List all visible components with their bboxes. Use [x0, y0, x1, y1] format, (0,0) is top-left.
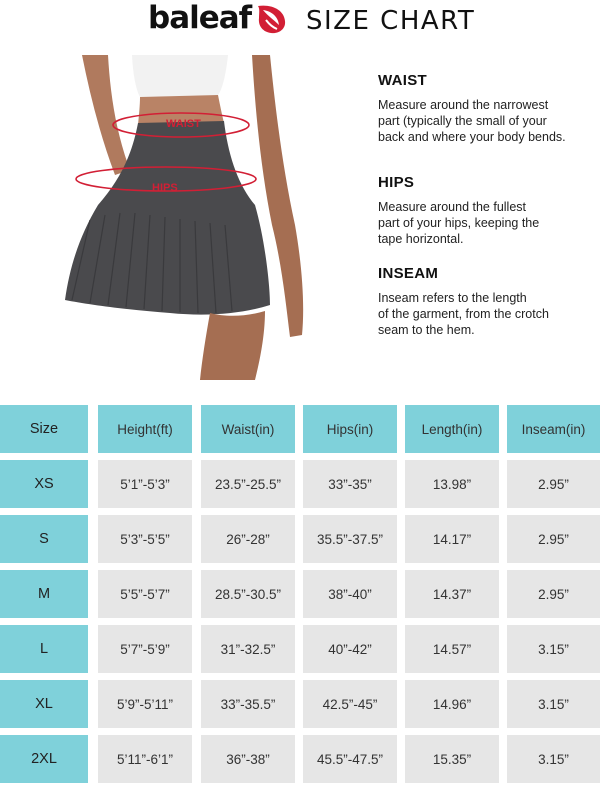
page-title: SIZE CHART — [306, 6, 476, 36]
table-cell-length: 15.35” — [405, 735, 499, 783]
table-cell-inseam: 3.15” — [507, 680, 600, 728]
leaf-logo-icon — [254, 2, 288, 36]
table-cell-waist: 36”-38” — [201, 735, 295, 783]
table-cell-waist: 26”-28” — [201, 515, 295, 563]
table-cell-inseam: 2.95” — [507, 570, 600, 618]
table-cell-length: 13.98” — [405, 460, 499, 508]
hips-photo-label: HIPS — [152, 182, 178, 194]
header-cell-inseam: Inseam(in) — [507, 405, 600, 453]
hips-heading: HIPS — [378, 174, 415, 191]
table-cell-waist: 33”-35.5” — [201, 680, 295, 728]
table-cell-height: 5’1”-5’3” — [98, 460, 192, 508]
inseam-text: Inseam refers to the length of the garment, from the crotch seam to the hem. — [378, 291, 549, 337]
table-cell-inseam: 3.15” — [507, 735, 600, 783]
table-cell-waist: 23.5”-25.5” — [201, 460, 295, 508]
header-cell-waist: Waist(in) — [201, 405, 295, 453]
header-cell-size: Size — [0, 405, 88, 453]
hips-text: Measure around the fullest part of your hips, keeping the tape horizontal. — [378, 200, 540, 246]
header — [0, 0, 600, 44]
table-cell-length: 14.96” — [405, 680, 499, 728]
table-cell-length: 14.57” — [405, 625, 499, 673]
table-cell-hips: 35.5”-37.5” — [303, 515, 397, 563]
waist-description — [378, 72, 593, 145]
table-cell-hips: 38”-40” — [303, 570, 397, 618]
table-cell-height: 5’3”-5’5” — [98, 515, 192, 563]
waist-text: Measure around the narrowest part (typically the small of your back and where your body bends. — [378, 98, 566, 144]
header-cell-length: Length(in) — [405, 405, 499, 453]
table-cell-length: 14.37” — [405, 570, 499, 618]
table-cell-inseam: 2.95” — [507, 515, 600, 563]
table-cell-height: 5’5”-5’7” — [98, 570, 192, 618]
size-label-cell: XS — [0, 460, 88, 508]
table-cell-hips: 42.5”-45” — [303, 680, 397, 728]
table-cell-height: 5’11”-6’1” — [98, 735, 192, 783]
skirt-model-photo — [60, 55, 360, 380]
size-label-cell: M — [0, 570, 88, 618]
size-label-cell: L — [0, 625, 88, 673]
table-cell-length: 14.17” — [405, 515, 499, 563]
inseam-description — [378, 265, 593, 338]
hips-description — [378, 174, 593, 247]
header-cell-height: Height(ft) — [98, 405, 192, 453]
table-cell-waist: 31”-32.5” — [201, 625, 295, 673]
table-cell-height: 5’9”-5’11” — [98, 680, 192, 728]
brand-logo-text: baleaf — [148, 0, 252, 36]
table-cell-hips: 33”-35” — [303, 460, 397, 508]
waist-photo-label: WAIST — [166, 118, 201, 130]
table-cell-waist: 28.5”-30.5” — [201, 570, 295, 618]
table-cell-hips: 45.5”-47.5” — [303, 735, 397, 783]
table-cell-hips: 40”-42” — [303, 625, 397, 673]
inseam-heading: INSEAM — [378, 265, 439, 282]
size-label-cell: XL — [0, 680, 88, 728]
table-cell-inseam: 2.95” — [507, 460, 600, 508]
size-label-cell: 2XL — [0, 735, 88, 783]
header-cell-hips: Hips(in) — [303, 405, 397, 453]
table-cell-inseam: 3.15” — [507, 625, 600, 673]
size-label-cell: S — [0, 515, 88, 563]
waist-heading: WAIST — [378, 72, 427, 89]
table-cell-height: 5’7”-5’9” — [98, 625, 192, 673]
